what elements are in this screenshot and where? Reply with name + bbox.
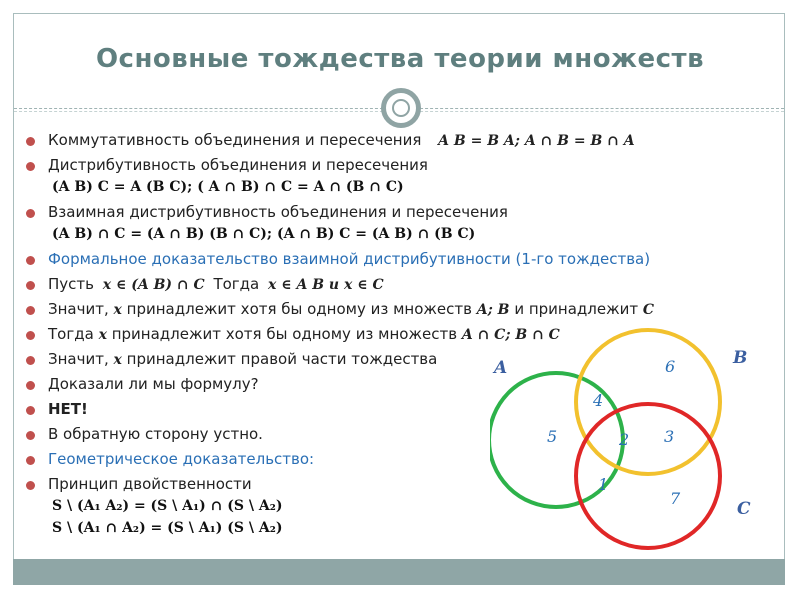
item-text: Дистрибутивность объединения и пересечения — [48, 156, 428, 174]
bullet-icon — [26, 281, 35, 290]
bullet-icon — [26, 481, 35, 490]
list-item — [48, 450, 314, 468]
formula-line: S \ (A₁ ∩ A₂) = (S \ A₁) (S \ A₂) — [52, 520, 283, 536]
list-item — [48, 250, 650, 268]
item-formula: A B = B A; A ∩ B = B ∩ A — [438, 133, 635, 149]
region-label-3: 3 — [664, 427, 675, 446]
bullet-icon — [26, 356, 35, 365]
region-label-4: 4 — [593, 391, 604, 410]
region-label-1: 1 — [598, 475, 609, 494]
item-formula: A; B — [476, 302, 510, 318]
item-formula: x ∈ (A B) ∩ C — [102, 277, 205, 293]
bullet-icon — [26, 406, 35, 415]
venn-diagram — [490, 318, 780, 558]
item-text: Принцип двойственности — [48, 475, 252, 493]
bullet-icon — [26, 431, 35, 440]
item-formula: x — [98, 327, 107, 343]
list-item — [48, 325, 560, 343]
item-formula: C — [642, 302, 655, 318]
item-text: Значит, — [48, 300, 109, 318]
list-item — [48, 300, 654, 318]
list-item — [48, 400, 88, 418]
formula-line: (A B) C = A (B C); ( A ∩ B) ∩ C = A ∩ (B ∩ C) — [52, 179, 404, 195]
bullet-icon — [26, 137, 35, 146]
bottom-bar — [13, 559, 785, 585]
item-formula: A ∩ C; B ∩ C — [461, 327, 560, 343]
item-text: и принадлежит — [514, 300, 639, 318]
region-label-6: 6 — [665, 357, 676, 376]
list-item — [48, 425, 263, 443]
item-text: принадлежит хотя бы одному из множеств — [126, 300, 472, 318]
item-text: Тогда — [213, 275, 260, 293]
list-item — [48, 156, 428, 174]
list-item — [48, 131, 635, 149]
item-text: НЕТ! — [48, 400, 88, 418]
list-item — [48, 350, 437, 368]
item-text: Геометрическое доказательство: — [48, 450, 315, 468]
item-text: В обратную сторону устно. — [48, 425, 263, 443]
list-item — [48, 203, 508, 221]
item-text: принадлежит правой части тождества — [126, 350, 438, 368]
bullet-icon — [26, 162, 35, 171]
formula-line: (A B) ∩ C = (A ∩ B) (B ∩ C); (A ∩ B) C = (A B) ∩ (B C) — [52, 226, 476, 242]
bullet-icon — [26, 456, 35, 465]
item-text: Формальное доказательство взаимной дистрибутивности (1-го тождества) — [48, 250, 651, 268]
item-formula: x — [113, 352, 122, 368]
list-item — [48, 375, 259, 393]
list-item — [48, 475, 252, 493]
bullet-icon — [26, 306, 35, 315]
bullet-icon — [26, 256, 35, 265]
set-label-b: B — [733, 348, 748, 368]
region-label-5: 5 — [547, 427, 558, 446]
region-label-2: 2 — [619, 430, 630, 449]
slide-title: Основные тождества теории множеств — [95, 44, 705, 74]
item-formula: x ∈ A B и x ∈ C — [268, 277, 384, 293]
item-text: Коммутативность объединения и пересечения — [48, 131, 422, 149]
item-text: Тогда — [48, 325, 94, 343]
region-label-7: 7 — [670, 489, 681, 508]
item-text: принадлежит хотя бы одному из множеств — [111, 325, 458, 343]
set-label-a: A — [494, 358, 508, 378]
bullet-icon — [26, 331, 35, 340]
item-formula: x — [113, 302, 122, 318]
set-label-c: C — [737, 499, 751, 519]
item-text: Доказали ли мы формулу? — [48, 375, 259, 393]
item-text: Значит, — [48, 350, 109, 368]
bullet-icon — [26, 209, 35, 218]
item-text: Пусть — [48, 275, 94, 293]
bullet-icon — [26, 381, 35, 390]
item-text: Взаимная дистрибутивность объединения и пересечения — [48, 203, 508, 221]
list-item — [48, 275, 384, 293]
formula-line: S \ (A₁ A₂) = (S \ A₁) ∩ (S \ A₂) — [52, 498, 283, 514]
ring-ornament-icon — [381, 88, 421, 128]
